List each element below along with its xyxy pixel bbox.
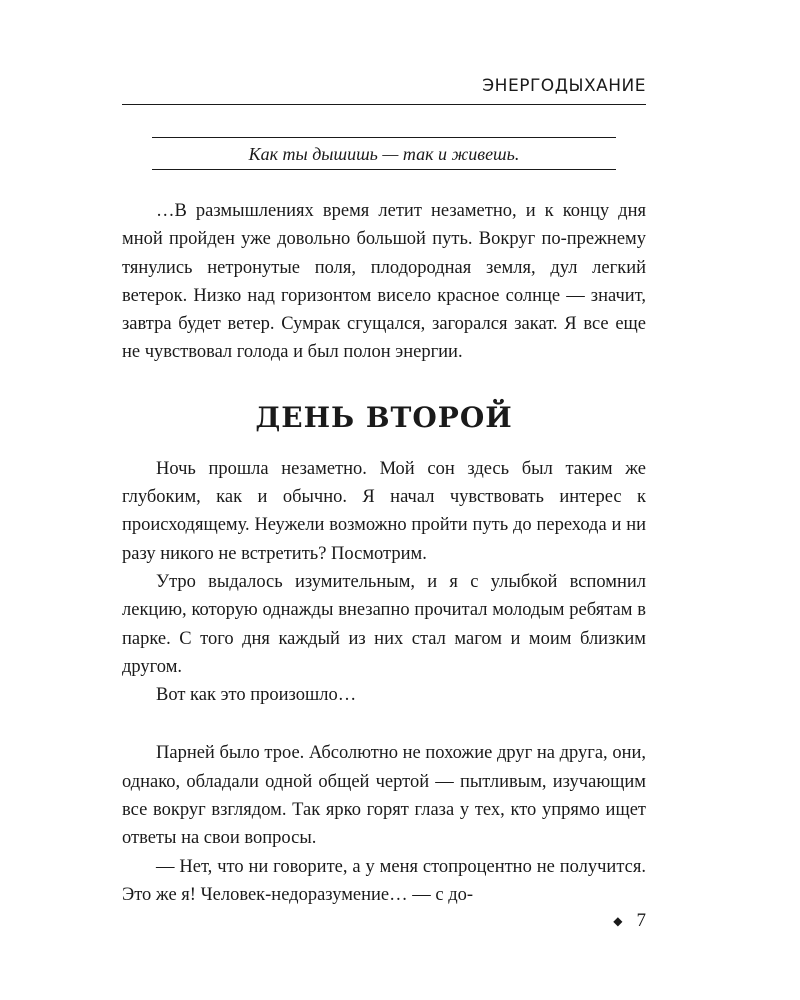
paragraph: — Нет, что ни говорите, а у меня стопроцентно не получится. Это же я! Человек-недоразумение… — с до- [122,856,646,905]
paragraph: Ночь прошла незаметно. Мой сон здесь был таким же глубоким, как и обычно. Я начал чувствовать интерес к происходящему. Неужели возможно пройти путь до перехода и ни разу никого не встретить? Посмотрим. [122,458,646,564]
paragraph: Вот как это произошло… [156,685,357,706]
book-page [122,60,646,909]
chapter-title: ДЕНЬ ВТОРОЙ [255,400,513,434]
diamond-icon: ◆ [613,913,623,928]
paragraph: Утро выдалось изумительным, и я с улыбкой вспомнил лекцию, которую однажды внезапно прочитал молодым ребятам в парке. С того дня каждый из них стал магом и моим близким другом. [122,571,646,677]
running-head: ЭНЕРГОДЫХАНИЕ [122,60,646,105]
paragraph: Парней было трое. Абсолютно не похожие друг на друга, они, однако, обладали одной общей чертой — пытливым, изучающим все вокруг взглядом. Так ярко горят глаза у тех, кто упрямо ищет ответы на свои вопросы. [122,743,646,849]
epigraph: Как ты дышишь — так и живешь. [152,137,616,170]
page-number: 7 [636,910,646,931]
section-break [122,709,646,739]
intro-paragraph: …В размышлениях время летит незаметно, и к концу дня мной пройден уже довольно большой путь. Вокруг по-прежнему тянулись нетронутые поля, плодородная земля, дул легкий ветерок. Низко над горизонтом висело красное солнце — значит, завтра будет ветер. Сумрак сгущался, загорался закат. Я все еще не чувствовал голода и был полон энергии. [122,201,646,363]
page-folio [613,910,646,932]
